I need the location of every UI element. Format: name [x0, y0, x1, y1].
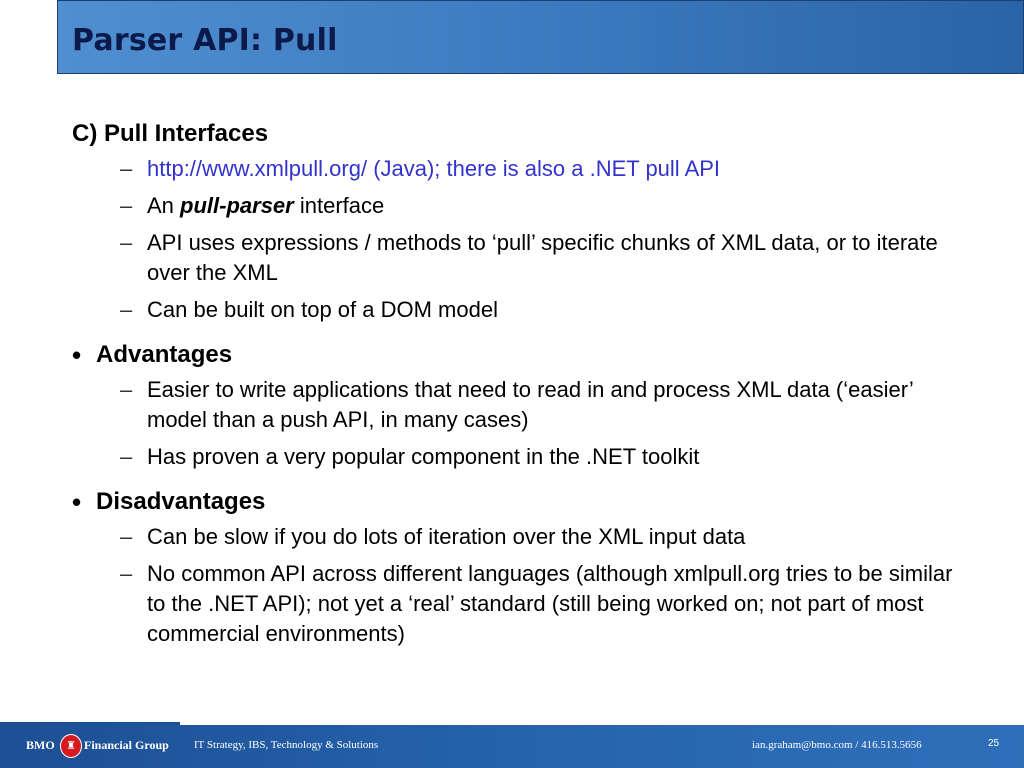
disadvantages-group	[72, 486, 972, 649]
dash-bullet-icon: –	[120, 297, 133, 322]
bmo-roundel-icon: ♜	[60, 734, 82, 758]
title-bar	[57, 0, 1024, 74]
department-text: IT Strategy, IBS, Technology & Solutions	[194, 739, 379, 751]
round-bullet-icon: •	[72, 487, 82, 517]
advantages-heading-text: Advantages	[96, 341, 233, 368]
xmlpull-link[interactable]: http://www.xmlpull.org/ (Java); there is also a .NET pull API	[147, 156, 721, 181]
advantages-group	[72, 339, 972, 472]
list-item-text: Has proven a very popular component in the .NET toolkit	[147, 444, 700, 469]
list-item-text: Can be slow if you do lots of iteration over the XML input data	[147, 524, 746, 549]
list-item-text: API uses expressions / methods to ‘pull’ specific chunks of XML data, or to iterate over the XML	[147, 230, 938, 285]
dash-bullet-icon: –	[120, 561, 133, 586]
pull-parser-suffix: interface	[293, 193, 385, 218]
pull-parser-prefix: An	[147, 193, 181, 218]
round-bullet-icon: •	[72, 340, 82, 370]
advantages-heading	[72, 339, 972, 371]
list-item	[120, 228, 972, 288]
list-item-text: Can be built on top of a DOM model	[147, 297, 498, 322]
pull-parser-emphasis: pull-parser	[180, 193, 294, 218]
list-item	[120, 522, 972, 552]
page-number: 25	[988, 738, 1000, 749]
dash-bullet-icon: –	[120, 524, 133, 549]
dash-bullet-icon: –	[120, 193, 133, 218]
brand-bmo: BMO	[26, 738, 55, 752]
list-item	[120, 191, 972, 221]
list-item	[120, 375, 972, 435]
slide-title: Parser API: Pull	[72, 23, 338, 58]
dash-bullet-icon: –	[120, 230, 133, 255]
dash-bullet-icon: –	[120, 444, 133, 469]
list-item	[120, 154, 972, 184]
section-c-heading: C) Pull Interfaces	[72, 120, 269, 147]
contact-text: ian.graham@bmo.com / 416.513.5656	[752, 739, 922, 751]
footer-bar	[0, 725, 1024, 768]
list-item	[120, 295, 972, 325]
disadvantages-heading	[72, 486, 972, 518]
disadvantages-list	[72, 522, 972, 649]
dash-bullet-icon: –	[120, 377, 133, 402]
list-item-text: Easier to write applications that need to read in and process XML data (‘easier’ model than a push API, in many cases)	[147, 377, 913, 432]
dash-bullet-icon: –	[120, 156, 133, 181]
advantages-list	[72, 375, 972, 472]
slide-body	[72, 118, 972, 656]
list-item	[120, 442, 972, 472]
section-c-list	[72, 154, 972, 325]
disadvantages-heading-text: Disadvantages	[96, 488, 266, 515]
list-item-text: No common API across different languages (although xmlpull.org tries to be similar to the .NET API); not yet a ‘real’ standard (still being worked on; not part of most commercial environments)	[147, 561, 953, 646]
list-item	[120, 559, 972, 649]
brand-financial-group: Financial Group	[84, 738, 169, 752]
